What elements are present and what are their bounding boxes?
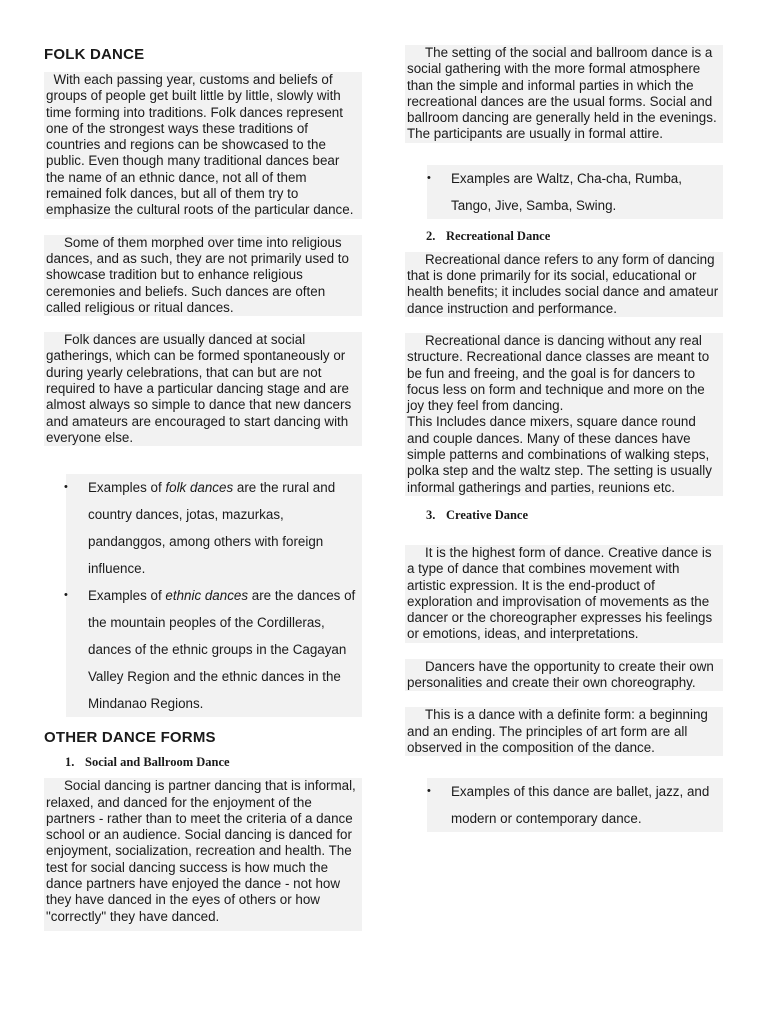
bullet-icon: • (427, 171, 431, 184)
creative-examples-list (427, 778, 723, 832)
folk-example-post: are the rural and country dances, jotas, mazurkas, pandanggos, among others with foreign influence. (88, 480, 336, 577)
folk-gathering-paragraph (44, 332, 362, 446)
ethnic-example-pre: Examples of (88, 588, 166, 604)
recreational-structure-paragraph (405, 333, 723, 496)
ethnic-example-emphasis: ethnic dances (165, 588, 249, 604)
creative-form-paragraph (405, 707, 723, 756)
folk-dance-heading: FOLK DANCE (44, 46, 145, 63)
ethnic-example-post: are the dances of the mountain peoples of the Cordilleras, dances of the ethnic groups in the Cagayan Valley Region and the ethnic dances in the Mindanao Regions. (88, 588, 356, 712)
creative-intro-paragraph (405, 545, 723, 643)
recreational-intro-text: Recreational dance refers to any form of dancing that is done primarily for its social, educational or health benefits; it includes social dance and amateur dance instruction and performance. (407, 251, 719, 316)
subheading-number: 1. (65, 755, 75, 770)
subheading-number: 3. (426, 507, 436, 522)
left-column (44, 40, 362, 947)
bullet-icon: • (427, 785, 431, 798)
creative-examples-text: Examples of this dance are ballet, jazz, and modern or contemporary dance. (451, 784, 710, 827)
folk-gathering-text: Folk dances are usually danced at social gatherings, which can be formed spontaneously or during yearly celebrations, that can but are not required to have a particular dancing stage and are almost always so simple to dance that new dancers and amateurs are encouraged to start dancing with everyone else. (46, 332, 352, 445)
religious-dance-paragraph (44, 235, 362, 316)
recreational-includes-text: This Includes dance mixers, square dance round and couple dances. Many of these dances have simple patterns and combinations of walking steps, polka step and the waltz step. The setting is usually informal gatherings and parties, reunions etc. (407, 414, 712, 495)
list-item (427, 165, 723, 219)
right-column (405, 45, 723, 844)
creative-personality-paragraph (405, 659, 723, 692)
folk-examples-list (66, 474, 362, 717)
creative-form-text: This is a dance with a definite form: a beginning and an ending. The principles of art form are all observed in the composition of the dance. (407, 707, 708, 755)
creative-dance-subheading (405, 508, 723, 523)
creative-personality-text: Dancers have the opportunity to create their own personalities and create their own choreography. (407, 658, 714, 691)
subheading-title: Social and Ballroom Dance (85, 755, 230, 770)
subheading-title: Creative Dance (446, 507, 529, 522)
social-dance-paragraph (44, 778, 362, 931)
recreational-dance-subheading (405, 229, 723, 244)
ballroom-examples-list (427, 165, 723, 219)
folk-intro-paragraph: With each passing year, customs and beliefs of groups of people get built little by little, slowly with time forming into traditions. Folk dances represent one of the strongest ways these traditions of countries and regions can be showcased to the public. Even though many traditional dances bear the name of an ethnic dance, not all of them remained folk dances, but all of them try to emphasize the cultural roots of the particular dance. (44, 72, 362, 219)
recreational-intro-paragraph (405, 252, 723, 317)
social-ballroom-subheading (44, 755, 362, 770)
social-dance-text: Social dancing is partner dancing that is informal, relaxed, and danced for the enjoyment of the partners - rather than to meet the criteria of a dance school or an audience. Social dancing is danced for enjoyment, socialization, recreation and health. The test for social dancing success is how much the dance partners have enjoyed the dance - not how they have danced in the eyes of others or how "correctly" they have danced. (46, 778, 356, 924)
creative-intro-text: It is the highest form of dance. Creative dance is a type of dance that combines movement with artistic expression. It is the end-product of exploration and improvisation of movements as the dancer or the choreographer expresses his feelings or emotions, ideas, and interpretations. (407, 544, 713, 642)
list-item (66, 474, 362, 582)
list-item (66, 582, 362, 717)
ballroom-examples-text: Examples are Waltz, Cha-cha, Rumba, Tango, Jive, Samba, Swing. (451, 170, 682, 213)
subheading-title: Recreational Dance (446, 228, 551, 243)
religious-dance-text: Some of them morphed over time into religious dances, and as such, they are not primarily used to showcase tradition but to enhance religious ceremonies and beliefs. Such dances are often called religious or ritual dances. (46, 234, 349, 315)
recreational-structure-text: Recreational dance is dancing without any real structure. Recreational dance classes are meant to be fun and freeing, and the goal is for dancers to focus less on form and technique and more on the joy they feel from dancing. (407, 332, 710, 414)
subheading-number: 2. (426, 228, 436, 243)
folk-example-pre: Examples of (88, 480, 166, 496)
list-item (427, 778, 723, 832)
other-dance-forms-heading: OTHER DANCE FORMS (44, 729, 216, 747)
folk-example-emphasis: folk dances (165, 480, 234, 496)
ballroom-setting-paragraph (405, 45, 723, 143)
ballroom-setting-text: The setting of the social and ballroom dance is a social gathering with the more formal atmosphere than the simple and informal parties in which the recreational dances are the usual forms. Social and ballroom dancing are generally held in the evenings. The participants are usually in formal attire. (407, 45, 717, 142)
bullet-icon: • (64, 589, 68, 602)
bullet-icon: • (64, 481, 68, 494)
